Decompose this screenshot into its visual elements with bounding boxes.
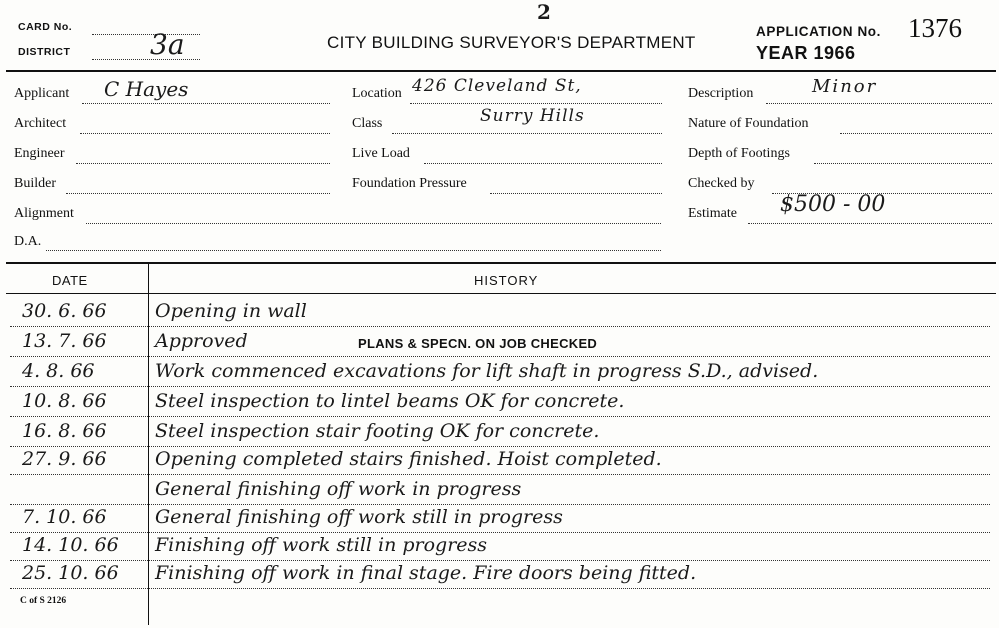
engineer-line [76,163,330,164]
history-row-line [10,532,990,533]
history-row-line [10,356,990,357]
architect-line [80,133,330,134]
depth-of-footings-line [814,163,992,164]
history-date: 7. 10. 66 [22,506,107,528]
history-entry: Finishing off work still in progress [155,534,488,556]
estimate-line [748,223,992,224]
history-row [0,506,999,535]
estimate-label: Estimate [688,206,737,221]
nature-of-foundation-label: Nature of Foundation [688,116,809,131]
checked-stamp: PLANS & SPECN. ON JOB CHECKED [358,336,598,351]
history-row [0,330,999,359]
history-row-line [10,588,990,589]
alignment-label: Alignment [14,206,74,221]
history-row-line [10,560,990,561]
date-header: DATE [52,273,88,288]
history-row-line [10,386,990,387]
history-entry: Opening in wall [155,300,307,322]
history-row-line [10,474,990,475]
location-label: Location [352,86,402,101]
history-date: 27. 9. 66 [22,448,107,470]
header-rule [6,70,996,72]
da-label: D.A. [14,234,42,249]
location-line [410,103,662,104]
history-entry: Work commenced excavations for lift shaft in progress S.D., advised. [155,360,819,382]
history-row [0,390,999,419]
history-date: 14. 10. 66 [22,534,119,556]
class-line [392,133,662,134]
history-row-line [10,504,990,505]
history-row [0,300,999,329]
history-entry: Steel inspection stair footing OK for concrete. [155,420,600,442]
estimate-value: $500 - 00 [780,192,886,217]
history-date: 4. 8. 66 [22,360,95,382]
district-label: DISTRICT [18,46,71,58]
application-number: 1376 [908,13,962,43]
district-value: 3a [150,28,185,61]
history-date: 16. 8. 66 [22,420,107,442]
depth-of-footings-label: Depth of Footings [688,146,790,161]
foundation-pressure-line [490,193,662,194]
department-title: CITY BUILDING SURVEYOR'S DEPARTMENT [327,33,696,52]
history-date: 30. 6. 66 [22,300,107,322]
nature-of-foundation-line [840,133,992,134]
description-value: Minor [812,76,878,97]
history-row [0,448,999,477]
history-row [0,478,999,507]
history-row-line [10,446,990,447]
history-date: 13. 7. 66 [22,330,107,352]
class-label: Class [352,116,383,131]
history-row [0,562,999,591]
history-row [0,360,999,389]
engineer-label: Engineer [14,146,65,161]
architect-label: Architect [14,116,67,131]
history-entry: Approved [155,330,248,352]
applicant-value: C Hayes [104,77,189,101]
builder-label: Builder [14,176,56,191]
checked-by-label: Checked by [688,176,755,191]
foundation-pressure-label: Foundation Pressure [352,176,467,191]
applicant-label: Applicant [14,86,70,101]
card-no-label: CARD No. [18,21,73,33]
history-date: 25. 10. 66 [22,562,119,584]
history-header: HISTORY [474,273,539,288]
history-entry: Steel inspection to lintel beams OK for concrete. [155,390,625,412]
history-row [0,534,999,563]
history-date: 10. 8. 66 [22,390,107,412]
applicant-line [82,103,330,104]
history-entry: General finishing off work still in progress [155,506,563,528]
alignment-line [86,223,661,224]
history-entry: Finishing off work in final stage. Fire doors being fitted. [155,562,697,584]
builder-line [66,193,330,194]
application-label: APPLICATION No. [756,24,881,39]
history-entry: Opening completed stairs finished. Hoist completed. [155,448,662,470]
corner-mark: 2 [537,0,551,24]
history-row [0,420,999,449]
history-entry: General finishing off work in progress [155,478,522,500]
live-load-line [424,163,662,164]
da-line [46,250,661,251]
class-value: Surry Hills [480,106,585,126]
history-row-line [10,416,990,417]
history-header-rule [6,293,996,294]
live-load-label: Live Load [352,146,410,161]
location-value: 426 Cleveland St, [412,76,582,96]
description-line [766,103,992,104]
description-label: Description [688,86,754,101]
history-top-rule [6,262,996,264]
form-code: C of S 2126 [20,596,67,606]
year-label: YEAR 1966 [756,43,856,63]
history-row-line [10,326,990,327]
